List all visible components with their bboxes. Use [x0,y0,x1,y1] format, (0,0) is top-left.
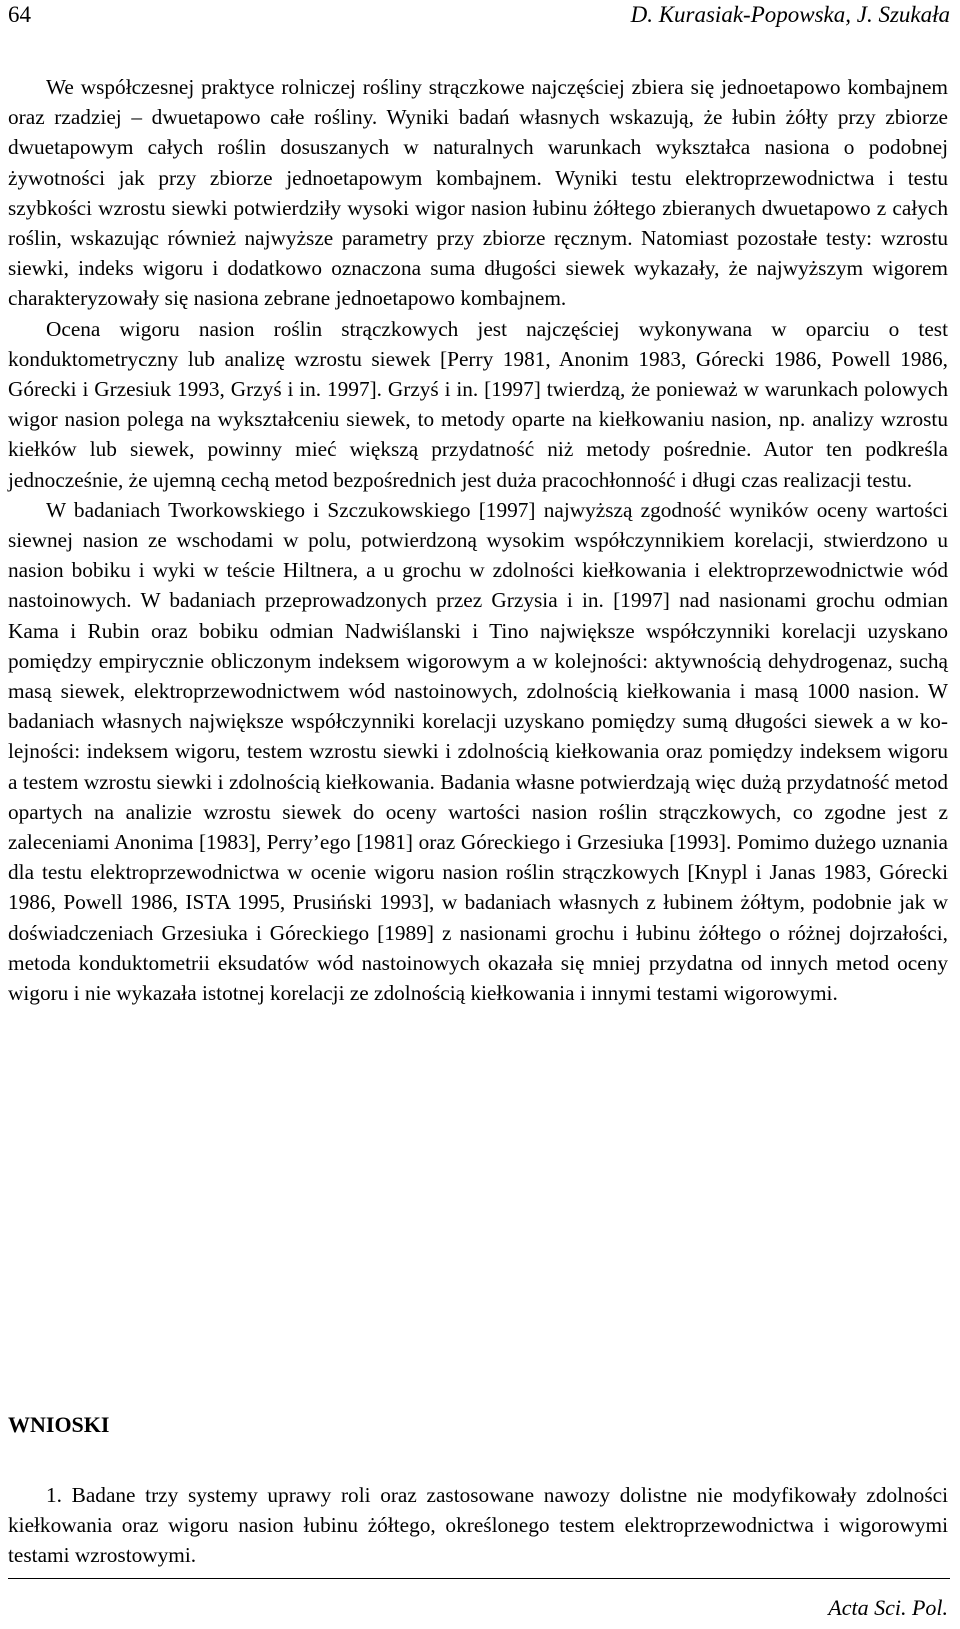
conclusions-list [8,1480,948,1571]
paragraph: We współczesnej praktyce rolniczej rośliny strączkowe najczęściej zbiera się jednoetapowo kombajnem oraz rzadziej – dwuetapowo całe rośliny. Wyniki badań własnych wskazują, że łubin żółty przy zbiorze dwuetapowym całych roślin dosuszanych w naturalnych warunkach wykształca nasiona o podobnej żywotności jak przy zbiorze jednoetapowym kombajnem. Wyniki testu elektroprzewodnictwa i testu szybkości wzrostu siewki potwierdziły wysoki wigor nasion łubinu żółtego zbieranych dwuetapowo z całych roślin, wskazując również najwyższe parametry przy zbiorze ręcznym. Natomiast pozostałe testy: wzrostu siewki, indeks wigoru i dodatkowo oznaczona suma długości siewek wykazały, że najwyższym wigorem charakteryzowały się nasiona zebrane jednoetapowo kombajnem. [8,75,948,311]
paragraph: Ocena wigoru nasion roślin strączkowych jest najczęściej wykonywana w oparciu o test konduktometryczny lub analizę wzrostu siewek [Perry 1981, Anonim 1983, Górecki 1986, Powell 1986, Górecki i Grzesiuk 1993, Grzyś i in. 1997]. Grzyś i in. [1997] twierdzą, że ponieważ w warunkach polowych wigor nasion polega na wykształceniu siewek, to metody oparte na kiełkowaniu nasion, np. analizy wzrostu kiełków lub siewek, powinny mieć większą przydatność niż metody pośrednie. Autor ten podkreśla jednocześnie, że ujemną cechą metod bezpośrednich jest duża pracochłonność i długi czas realizacji testu. [8,316,948,492]
page-header [8,0,950,40]
page-number: 64 [8,2,31,27]
journal-name: Acta Sci. Pol. [828,1595,948,1620]
running-head: D. Kurasiak-Popowska, J. Szukała [630,2,950,27]
section-heading: WNIOSKI [8,1412,110,1437]
footer-rule [8,1578,950,1579]
conclusion-item: 1. Badane trzy systemy uprawy roli oraz zastosowane nawozy dolistne nie modyfikowały zdolności kiełkowania oraz wigoru nasion łubinu żółtego, określonego testem elektroprzewodnictwa i wigorowymi testami wzrostowymi. [8,1483,948,1568]
paragraph: W badaniach Tworkowskiego i Szczukowskiego [1997] najwyższą zgodność wyników oceny wartości siewnej nasion ze wschodami w polu, potwierdzoną wysokim współczynnikiem korelacji, stwierdzono u nasion bobiku i wyki w teście Hiltnera, a u grochu w zdolności kiełkowania i elektroprzewodnictwie wód nastoinowych. W badaniach przeprowadzonych przez Grzysia i in. [1997] nad nasionami grochu odmian Kama i Rubin oraz bobiku odmian Nadwiślanski i Tino największe współczynniki korelacji uzyskano pomiędzy empirycznie obliczonym indeksem wigorowym a w kolejności: aktywnością dehydrogenaz, suchą masą siewek, elektroprzewodnictwem wód nastoinowych, zdolnością kiełkowania i masą 1000 nasion. W badaniach własnych największe współczynniki korelacji uzyskano pomiędzy sumą długości siewek a w kolejności: indeksem wigoru, testem wzrostu siewki i zdolnością kiełkowania oraz pomiędzy indeksem wigoru a testem wzrostu siewki i zdolnością kiełkowania. Badania własne potwierdzają więc dużą przydatność metod opartych na analizie wzrostu siewek do oceny wartości nasion roślin strączkowych, co zgodne jest z zaleceniami Anonima [1983], Perry’ego [1981] oraz Góreckiego i Grzesiuka [1993]. Pomimo dużego uznania dla testu elektroprzewodnictwa w ocenie wigoru nasion roślin strączkowych [Knypl i Janas 1983, Górecki 1986, Powell 1986, ISTA 1995, Prusiński 1993], w badaniach własnych z łubinem żółtym, podobnie jak w doświadczeniach Grzesiuka i Góreckiego [1989] z nasionami grochu i łubinu żółtego o różnej dojrzałości, metoda konduktometrii eksudatów wód nastoinowych okazała się mniej przydatna od innych metod oceny wigoru i nie wykazała istotnej korelacji ze zdolnością kiełkowania i innymi testami wigorowymi. [8,497,948,1006]
body-text [8,72,948,1008]
